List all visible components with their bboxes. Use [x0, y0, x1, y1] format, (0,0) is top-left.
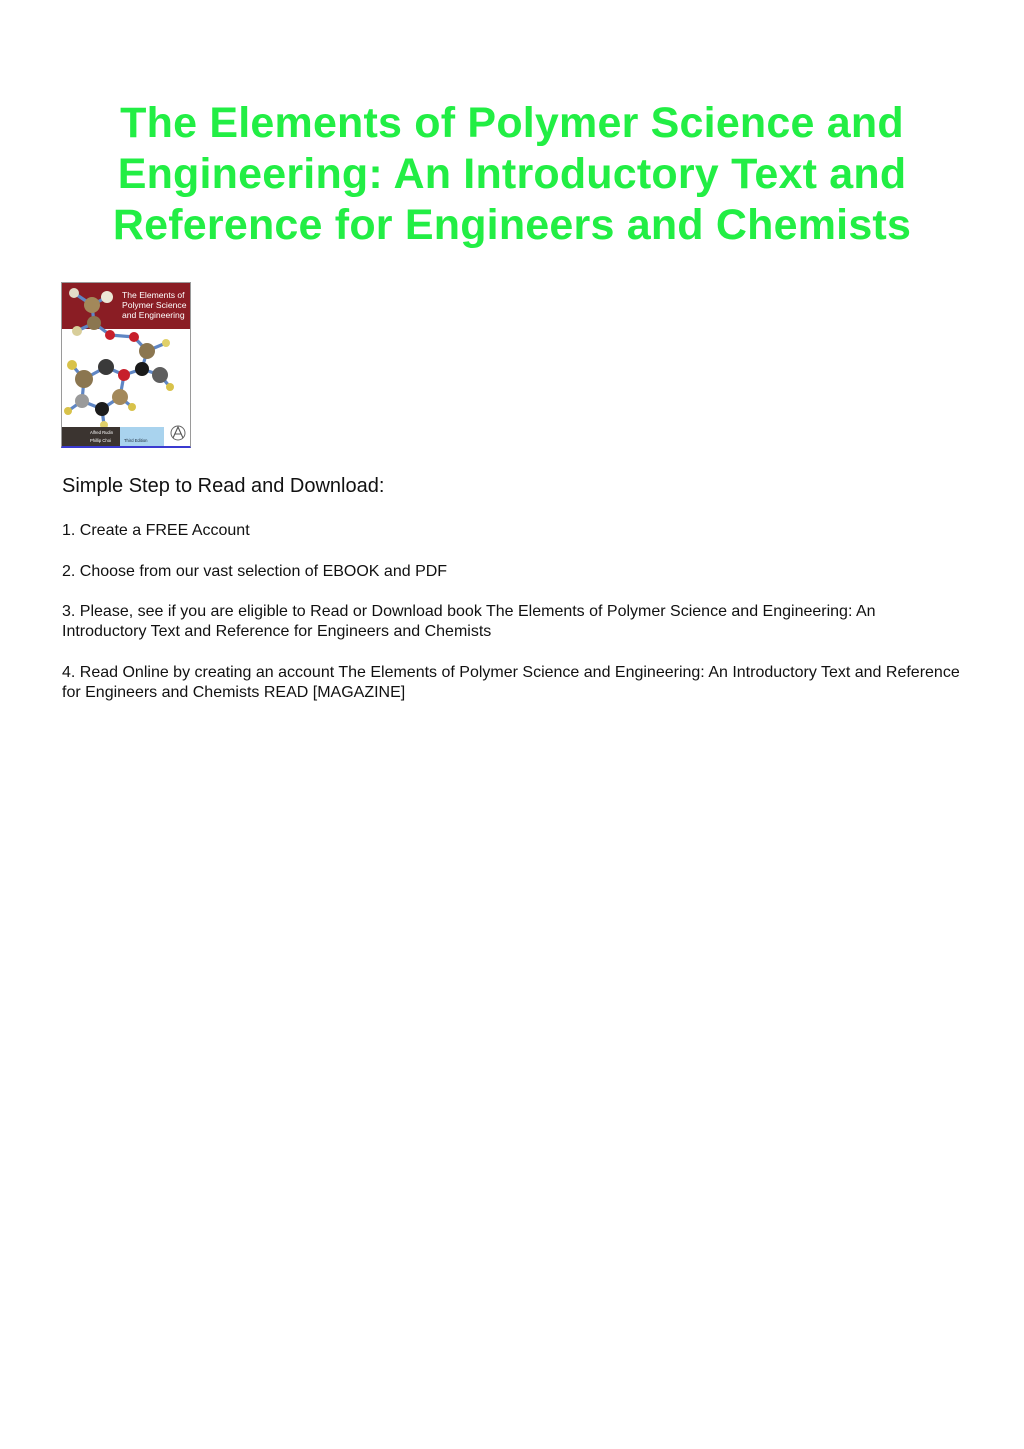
step-item: 2. Choose from our vast selection of EBOOK and PDF	[62, 563, 448, 580]
cover-edition-band	[120, 427, 164, 446]
cover-title-line-2: Polymer Science	[122, 300, 187, 310]
cover-author-2: Phillip Choi	[90, 438, 111, 443]
cover-author-1: Alfred Rudin	[90, 430, 114, 435]
page-title: The Elements of Polymer Science and Engineering: An Introductory Text and Reference for Engineers and Chemists	[112, 99, 912, 249]
step-item: 1. Create a FREE Account	[62, 522, 250, 539]
book-cover-image	[62, 283, 190, 446]
cover-title-line-3: and Engineering	[122, 310, 185, 320]
book-cover-link[interactable]	[61, 282, 191, 448]
step-item: 4. Read Online by creating an account The Elements of Polymer Science and Engineering: An Introductory Text and Reference for Engineers and Chemists READ [MAGAZINE]	[62, 664, 960, 701]
steps-heading: Simple Step to Read and Download:	[62, 475, 385, 497]
cover-title-line-1: The Elements of	[122, 290, 185, 300]
cover-edition: Third Edition	[124, 438, 148, 443]
step-item: 3. Please, see if you are eligible to Read or Download book The Elements of Polymer Science and Engineering: An Introductory Text and Reference for Engineers and Chemists	[62, 603, 876, 640]
